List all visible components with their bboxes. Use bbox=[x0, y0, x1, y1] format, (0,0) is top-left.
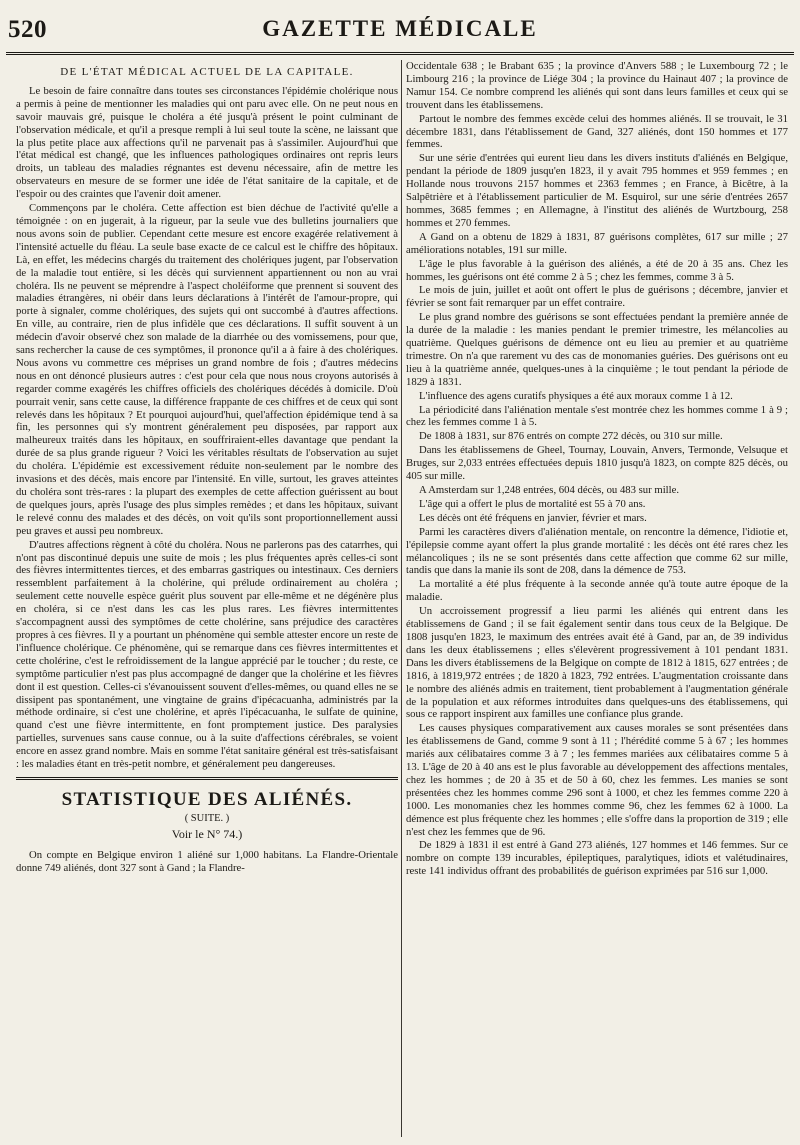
paragraph: Parmi les caractères divers d'aliénation mentale, on rencontre la démence, l'idiotie et, l'épilepsie comme ayant offert la plus grande mortalité : les décès ont été rares chez les mélancoliques ; ils ne se sont présentés dans cette affection que comme 62 sur mille, tandis que dans la manie ils sont de 208, dans la démence de 753. bbox=[406, 525, 788, 577]
paragraph: Le plus grand nombre des guérisons se sont effectuées pendant la première année de la durée de la maladie : les manies pendant le premier trimestre, les mélancolies au quatrième. Quelques guérisons de démence ont eu lieu au premier et au quatrième trimestre. On n'a que rarement vu des cas de monomanies guéries. Des guérisons ont eu lieu à la quatrième année, quelques-unes à la cinquième ; le tout pendant la période de 1829 à 1831. bbox=[406, 311, 788, 388]
article-reference: Voir le N° 74.) bbox=[171, 826, 243, 841]
right-column bbox=[406, 60, 788, 1141]
page-header bbox=[8, 14, 792, 50]
paragraph: L'influence des agens curatifs physiques a été aux moraux comme 1 à 12. bbox=[419, 389, 733, 402]
left-column bbox=[16, 60, 398, 1141]
paragraph: Un accroissement progressif a lieu parmi les aliénés qui entrent dans les établissemens de Gand ; il se fait également sentir dans tous ceux de la Belgique. De 1808 jusqu'en 1823, le maximum des entrées avait été à Gand, par an, de 39 individus dans les deux établissemens ; elles s'élevèrent progressivement à 101 pendant 1831. Dans les divers établissemens de la Belgique on compte de 1812 à 1815, 627 entrées ; de 1816, à 1819,972 entrées ; de 1820 à 1823, 792 entrées. L'augmentation croissante dans le nombre des aliénés admis en traitement, tient probablement à l'augmentation générale de la population et aux réformes introduites dans quelques-uns des établissemens, qui sous ce rapport inspirent aux familles une confiance plus grande. bbox=[406, 605, 788, 721]
journal-title: GAZETTE MÉDICALE bbox=[262, 16, 538, 41]
paragraph: Occidentale 638 ; le Brabant 635 ; la province d'Anvers 588 ; le Luxembourg 72 ; le Limbourg 216 ; la province de Liége 304 ; la province du Hainaut 407 ; la province de Namur 154. Ce nombre comprend les aliénés qui sont dans leurs familles et ceux qui se trouvent dans les établissemens. bbox=[406, 60, 788, 111]
paragraph: A Gand on a obtenu de 1829 à 1831, 87 guérisons complètes, 617 sur mille ; 27 améliorations notables, 191 sur mille. bbox=[406, 230, 788, 256]
paragraph: Commençons par le choléra. Cette affection est bien déchue de l'activité qu'elle a témoignée : on en jugerait, à la rigueur, par la seule vue des bulletins journaliers que nous avons soin de publier. Cependant cette mesure est encore exagérée relativement à l'intensité actuelle du fléau. La seule base exacte de ce calcul est le chiffre des hôpitaux. Là, en effet, les médecins chargés du traitement des cholériques jugent, par l'observation de la maladie tout entière, si les décès qui surviennent appartiennent ou non au vrai choléra. Ils ne peuvent se méprendre à l'aspect choléiforme que prennent si souvent des maladies étrangères, ni obéir dans leurs déclarations à l'intérêt de l'amour-propre, qui porte à signaler, comme cholériques, des sujets qui ont succombé à d'autres affections. En ville, au contraire, rien de plus infidèle que ces déclarations. Il suffit souvent à un médecin d'avoir observé chez son malade de la diarrhée ou des vomissemens, pour que, sans rechercher la cause de ces symptômes, il prononce qu'il a à faire à des cholériques. Nous avons vu commettre ces méprises un grand nombre de fois ; d'autres médecins nous en ont dénoncé plusieurs autres : c'est pour cela que nous nous croyons autorisés à regarder comme exagérés les chiffres officiels des cholériques décédés à domicile. D'où pourrait venir, sans cette cause, la différence frappante de ces chiffres et de ceux qui sont relevés dans les hôpitaux ? Et pourquoi aujourd'hui, quel'affection épidémique tend à sa fin, les personnes qui s'y montrent généralement peu disposées, par rapport aux malheureux traités dans les hôpitaux, en souffriraient-elles davantage que pendant la durée de sa plus grande rigueur ? Voici les véritables résultats de l'observation au sujet du choléra. L'épidémie est excessivement réduite non-seulement par le nombre des invasions et des décès, mais encore par l'intensité. En ville, surtout, les graves atteintes du choléra sont très-rares : la plupart des exemples de cette affection guérissent au bout de quelques jours, après l'usage des plus simples remèdes ; et dans les hôpitaux, suivant le relevé connu des malades et des décès, on voit qu'ils sont proportionnellement aussi peu graves et aussi peu nombreux. bbox=[16, 202, 398, 537]
paragraph: L'âge qui a offert le plus de mortalité est 55 à 70 ans. bbox=[419, 497, 646, 510]
paragraph: L'âge le plus favorable à la guérison des aliénés, a été de 20 à 35 ans. Chez les hommes, les guérisons ont été comme 2 à 5 ; chez les femmes, comme 3 à 5. bbox=[406, 257, 788, 283]
header-rule bbox=[6, 52, 794, 55]
paragraph: Les décès ont été fréquens en janvier, février et mars. bbox=[419, 511, 647, 524]
paragraph: Le besoin de faire connaître dans toutes ses circonstances l'épidémie cholérique nous a permis à peine de mentionner les maladies qui ont paru avec elle. On ne peut nous en savoir mauvais gré, puisque le choléra a été jusqu'à présent le point culminant de l'observation médicale, et qu'il a presque rempli à lui seul toute la scène, ne laissant que la plus petite place aux affections qu'il ne parvenait pas à s'assimiler. Aujourd'hui que l'état médical est changé, que les influences pathologiques ordinaires ont repris leurs droits, un tableau des maladies régnantes est devenu nécessaire, afin de mettre les observateurs en mesure de se former une idée de l'état sanitaire de la capitale, et de l'espoir ou des craintes que l'avenir doit amener. bbox=[16, 84, 398, 201]
paragraph: Partout le nombre des femmes excède celui des hommes aliénés. Il se trouvait, le 31 décembre 1831, dans l'établissement de Gand, 327 aliénés, dont 150 hommes et 177 femmes. bbox=[406, 112, 788, 151]
paragraph: D'autres affections règnent à côté du choléra. Nous ne parlerons pas des catarrhes, qui n'ont pas discontinué depuis une suite de mois ; les plus fréquentes après celles-ci sont des fièvres intermittentes tierces, et des embarras gastriques ou intestinaux. Ces derniers ressemblent parfaitement à la cholérine, qui prélude ordinairement au choléra ; seulement cette nouvelle espèce guérit plus souvent par elle-même et ne dégénère plus en choléra, si ce n'est dans les cas les plus rares. Les fièvres intermittentes s'accompagnent aussi des symptômes de cette cholérine, sans préjudice des caractères propres à ces fièvres. Il y a pourtant un phénomène qui semble attester encore un reste de l'influence cholérique. Ce phénomène, qui se remarque dans ces fièvres intermittentes et cette cholérine, c'est le refroidissement de la langue apprécié par le toucher ; du reste, ce symptôme particulier n'est pas plus accompagné de danger que la cholérine et les fièvres dont il est question. Celles-ci s'évanouissent souvent d'elles-mêmes, ou quand elles ne se dissipent pas spontanément, une vingtaine de grains d'ipécacuanha, administrés par la méthode ordinaire, si c'est une cholérine, et après l'ipécacuanha, le sulfate de quinine, quand c'est une fièvre intermittente, en font promptement justice. Des paralysies partielles, survenues sans cause connue, ou à la suite d'affections cérébrales, se voient encore en assez grand nombre. Mais en somme l'état sanitaire général est très-satisfaisant : les maladies étant en très-petit nombre, et généralement peu dangereuses. bbox=[16, 538, 398, 771]
paragraph: La mortalité a été plus fréquente à la seconde année qu'à toute autre époque de la maladie. bbox=[406, 578, 788, 604]
page-number: 520 bbox=[8, 16, 47, 43]
section-separator bbox=[16, 777, 398, 780]
section-heading: DE L'ÉTAT MÉDICAL ACTUEL DE LA CAPITALE. bbox=[60, 66, 354, 78]
paragraph: A Amsterdam sur 1,248 entrées, 604 décès, ou 483 sur mille. bbox=[419, 484, 680, 496]
paragraph: De 1829 à 1831 il est entré à Gand 273 aliénés, 127 hommes et 146 femmes. Sur ce nombre on compte 139 incurables, épileptiques, paralytiques, idiots et valétudinaires, reste 141 individus offrant des probabilités de guérison exprimées par 516 sur 1,000. bbox=[406, 839, 788, 878]
paragraph: Dans les établissemens de Gheel, Tournay, Louvain, Anvers, Termonde, Velsuque et Bruges, sur 2,033 entrées effectuées depuis 1810 jusqu'à 1823, on compte 825 décès, ou 405 sur mille. bbox=[406, 444, 788, 483]
paragraph: Le mois de juin, juillet et août ont offert le plus de guérisons ; décembre, janvier et février se sont fait remarquer par un effet contraire. bbox=[406, 284, 788, 310]
paragraph: Sur une série d'entrées qui eurent lieu dans les divers instituts d'aliénés en Belgique, pendant la période de 1809 jusqu'en 1823, il y avait 795 hommes et 959 femmes ; en Hollande nous trouvons 2157 hommes et 2363 femmes ; en France, à Bicêtre, à la Salpêtrière et à l'établissement particulier de M. Esquirol, sur une série d'entrées 2657 hommes, 3685 femmes ; en Allemagne, à l'institut des aliénés de Wurtzbourg, 258 hommes et 270 femmes. bbox=[406, 152, 788, 229]
paragraph: La périodicité dans l'aliénation mentale s'est montrée chez les hommes comme 1 à 9 ; chez les femmes comme 1 à 5. bbox=[406, 403, 788, 429]
paragraph: Les causes physiques comparativement aux causes morales se sont présentées dans les établissemens de Gand, comme 9 sont à 11 ; l'hérédité comme 5 à 67 ; les hommes mariés aux célibataires comme 3 à 7 ; les femmes mariées aux célibataires comme 5 à 13. L'âge de 20 à 40 ans est le plus favorable au développement des affections mentales, chez les hommes ; de 20 à 35 et de 50 à 60, chez les femmes. Les manies se sont présentées chez les hommes comme 296 sont à 1000, et chez les femmes comme 220 à 1000. Les monomanies chez les hommes comme 96, chez les femmes 62 à 1000. La démence est plus fréquente chez les hommes ; elle s'offre dans la proportion de 319 ; elle n'est chez les femmes que de 96. bbox=[406, 722, 788, 838]
paragraph: De 1808 à 1831, sur 876 entrés on compte 272 décès, ou 310 sur mille. bbox=[419, 430, 723, 443]
article-suite-label: ( SUITE. ) bbox=[184, 812, 230, 824]
article-title: STATISTIQUE DES ALIÉNÉS. bbox=[61, 788, 353, 810]
paragraph: On compte en Belgique environ 1 aliéné sur 1,000 habitans. La Flandre-Orientale donne 749 aliénés, dont 327 sont à Gand ; la Flandre- bbox=[16, 848, 398, 874]
column-divider bbox=[401, 60, 402, 1137]
